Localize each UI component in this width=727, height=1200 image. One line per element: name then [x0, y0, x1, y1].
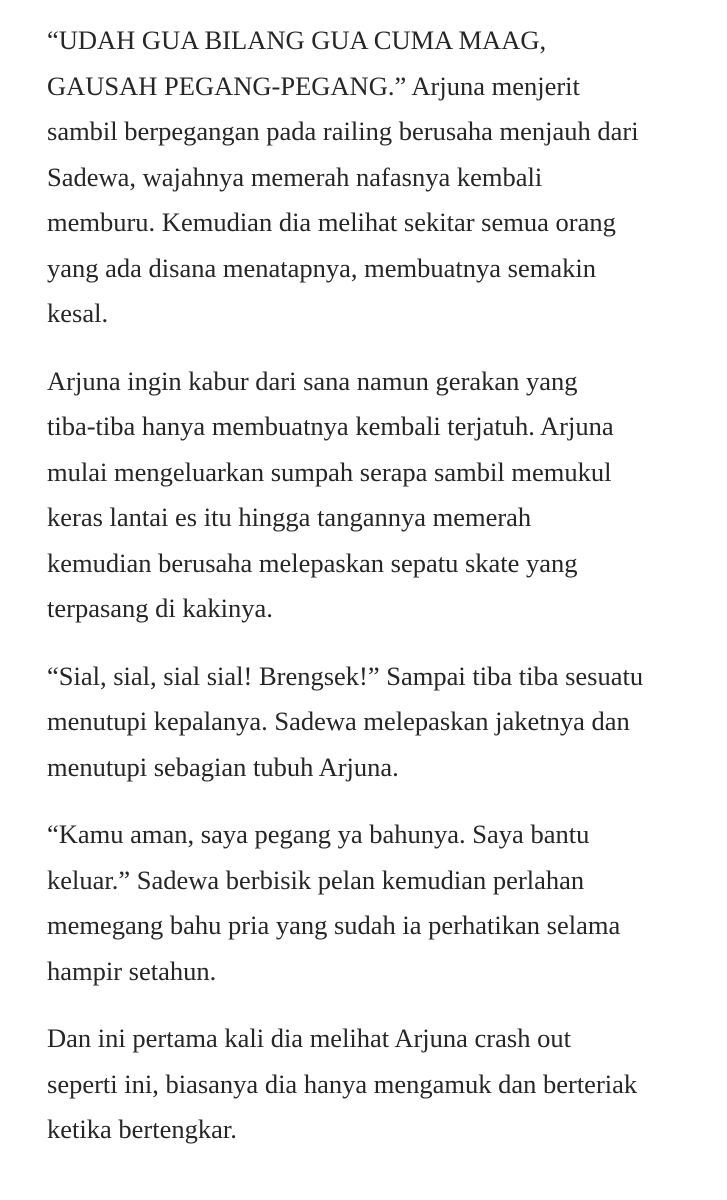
- paragraph-4: [47, 812, 707, 994]
- text-line: memegang bahu pria yang sudah ia perhatikan selama: [47, 910, 621, 940]
- text-line: sambil berpegangan pada railing berusaha menjauh dari: [47, 116, 639, 146]
- text-line: GAUSAH PEGANG-PEGANG.” Arjuna menjerit: [47, 70, 580, 101]
- text-line: terpasang di kakinya.: [47, 593, 273, 623]
- text-line: tiba-tiba hanya membuatnya kembali terjatuh. Arjuna: [47, 411, 614, 441]
- paragraph-5: [47, 1016, 707, 1153]
- text-line: “UDAH GUA BILANG GUA CUMA MAAG,: [47, 25, 547, 55]
- text-line: kemudian berusaha melepaskan sepatu skate yang: [47, 547, 578, 578]
- text-line: mulai mengeluarkan sumpah serapa sambil memukul: [47, 456, 612, 487]
- paragraph-1: [47, 18, 707, 337]
- text-line: Dan ini pertama kali dia melihat Arjuna crash out: [47, 1023, 571, 1053]
- text-line: Sadewa, wajahnya memerah nafasnya kembali: [47, 161, 543, 192]
- text-line: yang ada disana menatapnya, membuatnya semakin: [47, 252, 596, 283]
- text-line: keluar.” Sadewa berbisik pelan kemudian perlahan: [47, 864, 585, 895]
- text-line: hampir setahun.: [47, 955, 217, 986]
- text-line: “Kamu aman, saya pegang ya bahunya. Saya bantu: [47, 819, 590, 849]
- paragraph-3: [47, 654, 707, 791]
- text-line: menutupi kepalanya. Sadewa melepaskan jaketnya dan: [47, 706, 630, 736]
- text-line: Arjuna ingin kabur dari sana namun gerakan yang: [47, 365, 578, 396]
- text-line: ketika bertengkar.: [47, 1114, 237, 1144]
- story-text: [47, 18, 707, 1175]
- text-line: menutupi sebagian tubuh Arjuna.: [47, 751, 399, 782]
- text-line: seperti ini, biasanya dia hanya mengamuk dan berteriak: [47, 1068, 638, 1099]
- paragraph-2: [47, 359, 707, 632]
- text-line: keras lantai es itu hingga tangannya memerah: [47, 502, 532, 532]
- text-line: “Sial, sial, sial sial! Brengsek!” Sampai tiba tiba sesuatu: [47, 660, 644, 691]
- text-line: kesal.: [47, 298, 109, 328]
- text-line: memburu. Kemudian dia melihat sekitar semua orang: [47, 207, 616, 237]
